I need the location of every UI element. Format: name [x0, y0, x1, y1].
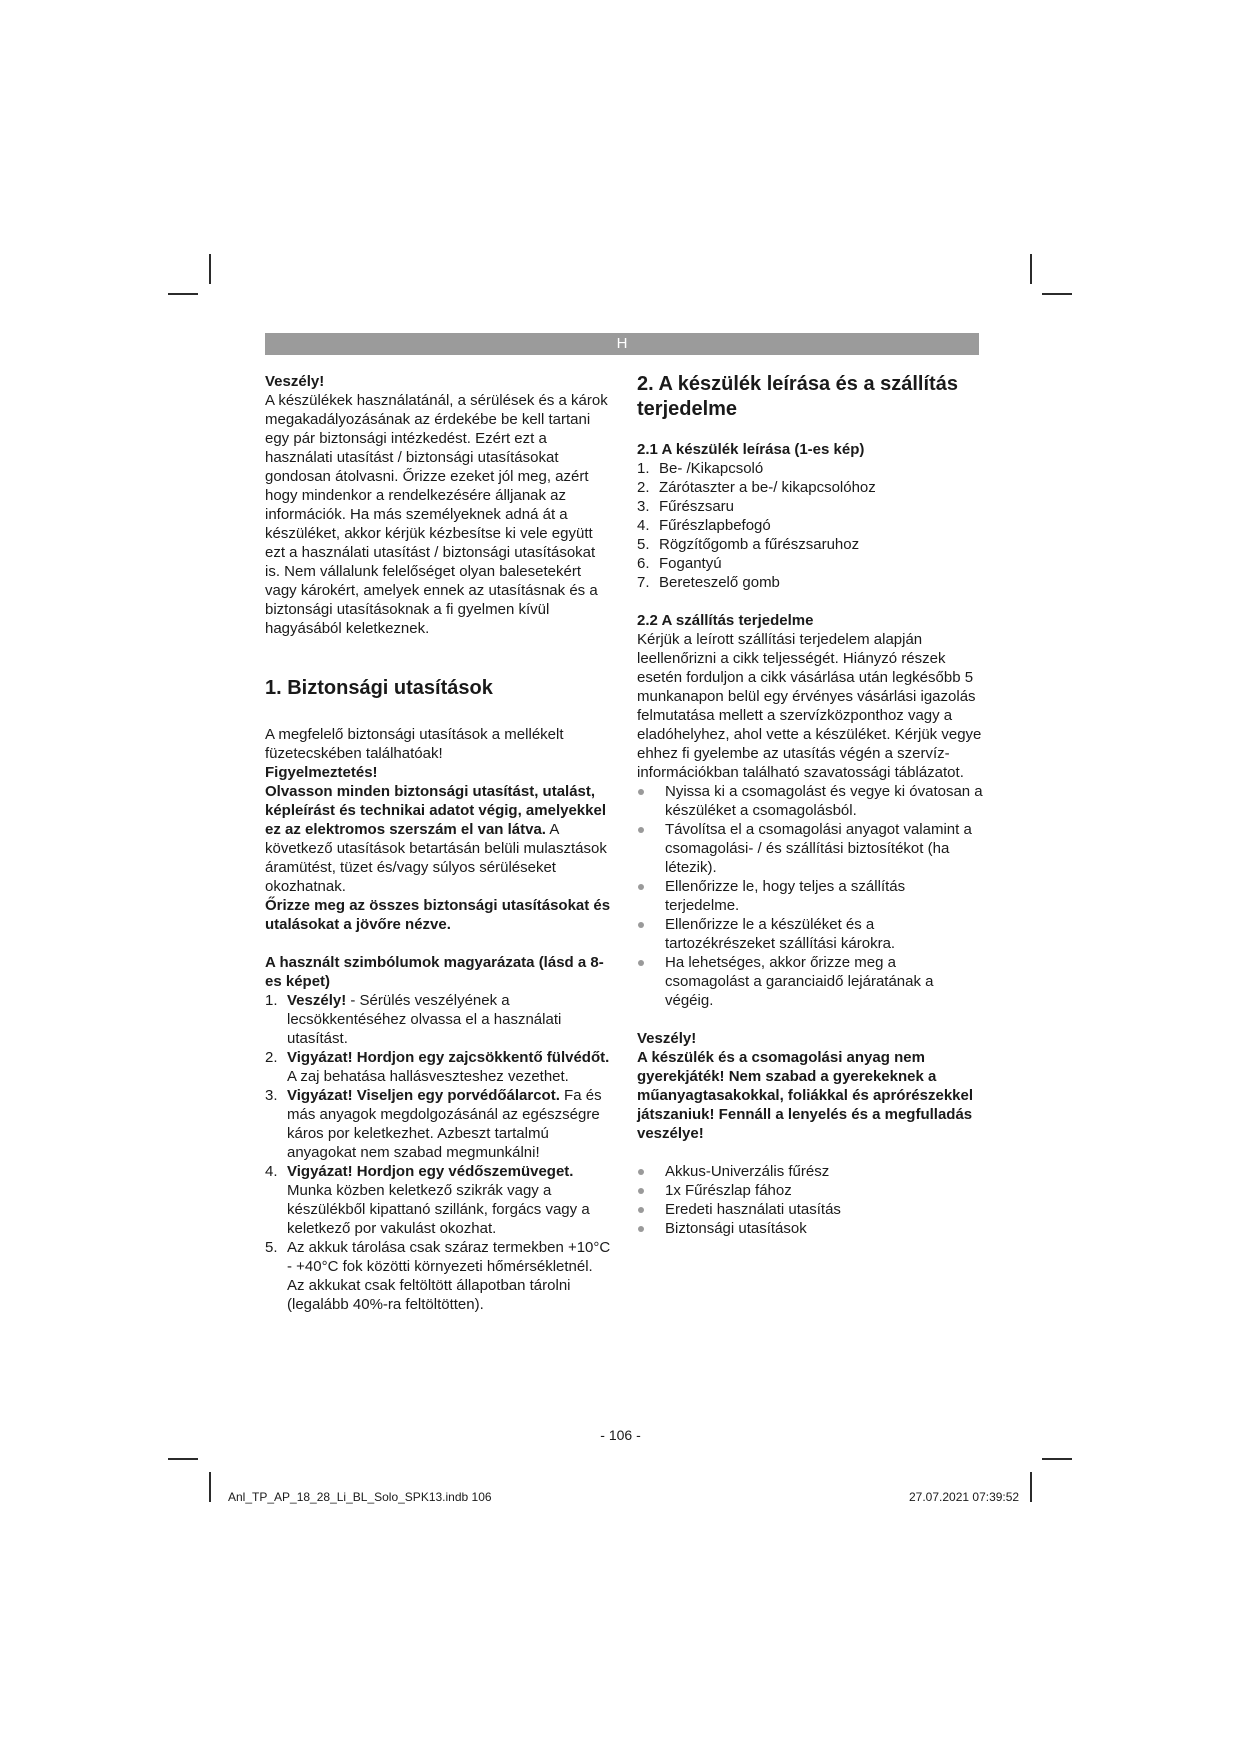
symbol-bold-text: Vigyázat! Viseljen egy porvédőálarcot.: [287, 1087, 560, 1104]
unpacking-step: Ha lehetséges, akkor őrizze meg a csomagolást a garanciaidő lejáratának a végéig.: [637, 953, 983, 1010]
symbol-number: 4.: [265, 1163, 278, 1180]
crop-mark: [1042, 1458, 1072, 1460]
part-number: 5.: [637, 536, 650, 553]
part-item: [637, 516, 983, 535]
unpacking-step: Távolítsa el a csomagolási anyagot valamint a csomagolási- / és szállítási biztosítékot (ha létezik).: [637, 820, 983, 877]
language-header-bar: [265, 333, 979, 355]
part-number: 6.: [637, 555, 650, 572]
part-label: Fűrészsaru: [659, 498, 735, 515]
crop-mark: [209, 1472, 211, 1502]
crop-mark: [1030, 1472, 1032, 1502]
keep-instructions-text: Őrizze meg az összes biztonsági utasításokat és utalásokat a jövőre nézve.: [265, 897, 611, 933]
package-item: Eredeti használati utasítás: [637, 1200, 983, 1219]
symbol-text: Az akkuk tárolása csak száraz termekben +10°C - +40°C fok közötti környezeti hőmérsékletnél. Az akkukat csak feltöltött állapotban tárolni (legalább 40%-ra feltöltötten).: [287, 1239, 611, 1313]
page-number: - 106 -: [600, 1427, 641, 1443]
symbol-text: A zaj behatása hallásveszteshez vezethet.: [287, 1068, 569, 1085]
package-item: Akkus-Univerzális fűrész: [637, 1162, 983, 1181]
symbol-bold-text: Veszély!: [287, 992, 347, 1009]
part-item: [637, 459, 983, 478]
unpacking-steps-list: [637, 782, 983, 1010]
symbols-list: [265, 991, 611, 1314]
footer-timestamp: 27.07.2021 07:39:52: [909, 1490, 1020, 1504]
symbol-text: Munka közben keletkező szikrák vagy a készülékből kipattanó szillánk, forgács vagy a keletkező por vakulást okozhat.: [287, 1182, 590, 1237]
part-item: [637, 497, 983, 516]
symbol-text: - Sérülés veszélyének a lecsökkentéséhez olvassa el a használati utasítást.: [287, 992, 562, 1047]
symbol-number: 1.: [265, 992, 278, 1009]
symbol-item: [265, 1048, 611, 1086]
parts-list: [637, 459, 983, 592]
unpacking-step: Nyissa ki a csomagolást és vegye ki óvatosan a készüléket a csomagolásból.: [637, 782, 983, 820]
symbol-text: Fa és más anyagok megdolgozásánál az egészségre káros por keletkezhet. Azbeszt tartalmú anyagokat nem szabad megmunkálni!: [287, 1087, 602, 1161]
section-2-2-heading: 2.2 A szállítás terjedelme: [637, 612, 814, 629]
symbol-number: 2.: [265, 1049, 278, 1066]
part-item: [637, 554, 983, 573]
unpacking-step: Ellenőrizze le a készüléket és a tartozékrészeket szállítási károkra.: [637, 915, 983, 953]
section-1-intro: A megfelelő biztonsági utasítások a mellékelt füzetecskében találhatóak!: [265, 726, 564, 762]
part-item: [637, 478, 983, 497]
warning-text: A következő utasítások betartásán belüli mulasztások áramütést, tüzet és/vagy súlyos sérüléseket okozhatnak.: [265, 821, 607, 895]
footer-file-name: Anl_TP_AP_18_28_Li_BL_Solo_SPK13.indb 106: [228, 1490, 492, 1504]
unpacking-step: Ellenőrizze le, hogy teljes a szállítás terjedelme.: [637, 877, 983, 915]
symbol-item: [265, 991, 611, 1048]
warning-bold-text: Olvasson minden biztonsági utasítást, utalást, képleírást és technikai adatot végig, amelyekkel ez az elektromos szerszám el van látva.: [265, 783, 607, 838]
part-label: Fűrészlapbefogó: [659, 517, 771, 534]
left-column: [265, 372, 611, 1314]
package-contents-list: [637, 1162, 983, 1238]
danger-title: Veszély!: [637, 1030, 697, 1047]
section-2-heading: 2. A készülék leírása és a szállítás terjedelme: [637, 373, 958, 420]
package-item: 1x Fűrészlap fához: [637, 1181, 983, 1200]
part-number: 2.: [637, 479, 650, 496]
warning-title: Figyelmeztetés!: [265, 764, 378, 781]
symbol-item: [265, 1162, 611, 1238]
danger-bold-paragraph: A készülék és a csomagolási anyag nem gyerekjáték! Nem szabad a gyerekeknek a műanyagtasakokkal, foliákkal és aprórészekkel játszaniuk! Fennáll a lenyelés és a megfulladás veszélye!: [637, 1049, 974, 1142]
part-label: Fogantyú: [659, 555, 722, 572]
part-number: 1.: [637, 460, 650, 477]
part-item: [637, 535, 983, 554]
danger-title: Veszély!: [265, 373, 325, 390]
part-number: 3.: [637, 498, 650, 515]
part-label: Zárótaszter a be-/ kikapcsolóhoz: [659, 479, 876, 496]
crop-mark: [1042, 293, 1072, 295]
symbol-bold-text: Vigyázat! Hordjon egy védőszemüveget.: [287, 1163, 574, 1180]
part-label: Be- /Kikapcsoló: [659, 460, 764, 477]
symbol-item: [265, 1238, 611, 1314]
delivery-paragraph: Kérjük a leírott szállítási terjedelem alapján leellenőrizni a cikk teljességét. Hiányzó részek esetén forduljon a cikk vásárlása után legkésőbb 5 munkanapon belül egy érvényes vásárlási igazolás felmutatása mellett a szervízközponthoz vagy a eladóhelyhez, ahol vette a készüléket. Kérjük vegye ehhez fi gyelembe az utasítás végén a szervíz-információkban található szavatossági táblázatot.: [637, 631, 982, 781]
part-number: 4.: [637, 517, 650, 534]
crop-mark: [168, 1458, 198, 1460]
package-item: Biztonsági utasítások: [637, 1219, 983, 1238]
warning-paragraph: [265, 782, 611, 896]
right-column: [637, 372, 983, 1238]
section-1-heading: 1. Biztonsági utasítások: [265, 677, 493, 699]
part-item: [637, 573, 983, 592]
language-code: H: [616, 335, 628, 352]
symbol-number: 5.: [265, 1239, 278, 1256]
part-label: Bereteszelő gomb: [659, 574, 780, 591]
part-label: Rögzítőgomb a fűrészsaruhoz: [659, 536, 860, 553]
symbol-bold-text: Vigyázat! Hordjon egy zajcsökkentő fülvédőt.: [287, 1049, 610, 1066]
crop-mark: [209, 254, 211, 284]
part-number: 7.: [637, 574, 650, 591]
symbol-item: [265, 1086, 611, 1162]
section-2-1-heading: 2.1 A készülék leírása (1-es kép): [637, 441, 865, 458]
crop-mark: [1030, 254, 1032, 284]
symbol-number: 3.: [265, 1087, 278, 1104]
crop-mark: [168, 293, 198, 295]
danger-paragraph: A készülékek használatánál, a sérülések és a károk megakadályozásának az érdekébe be kell tartani egy pár biztonsági intézkedést. Ezért ezt a használati utasítást / biztonsági utasításokat gondosan átolvasni. Őrizze ezeket jól meg, azért hogy mindenkor a rendelkezésére álljanak az információk. Ha más személyeknek adná át a készüléket, akkor kérjük kézbesítse ki vele együtt ezt a használati utasítást / biztonsági utasításokat is. Nem vállalunk felelőséget olyan balesetekért vagy károkért, amelyek ennek az utasításnak és a biztonsági utasításoknak a fi gyelmen kívül hagyásából keletkeznek.: [265, 392, 608, 637]
symbols-heading: A használt szimbólumok magyarázata (lásd a 8-es képet): [265, 954, 604, 990]
